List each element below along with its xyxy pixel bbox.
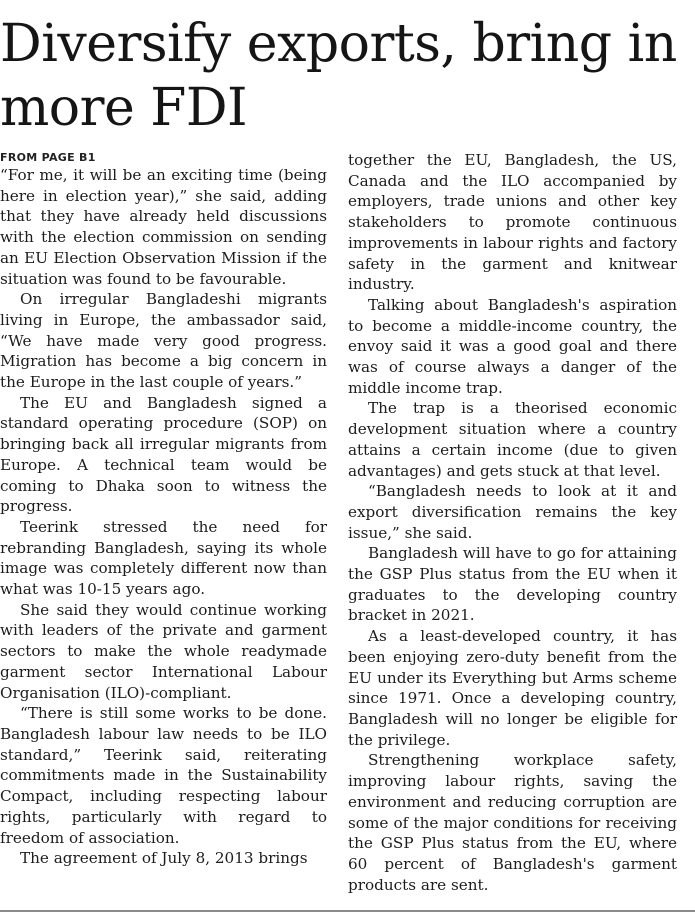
paragraph: As a least-developed country, it has been enjoying zero-duty benefit from the EU under its Everything but Arms scheme since 1971. Once a developing country, Bangladesh will no longer be eligible for the privilege. — [348, 627, 677, 749]
paragraph: The trap is a theorised economic development situation where a country attains a certain income (due to given advantages) and gets stuck at that level. — [348, 399, 677, 480]
paragraph: The agreement of July 8, 2013 brings — [20, 849, 308, 868]
paragraph: She said they would continue working with leaders of the private and garment sectors to make the whole readymade garment sector International Labour Organisation (ILO)-compliant. — [0, 600, 327, 702]
paragraph: The EU and Bangladesh signed a standard operating procedure (SOP) on bringing back all irregular migrants from Europe. A technical team would be coming to Dhaka soon to witness the progress. — [0, 393, 327, 516]
bottom-rule — [0, 910, 695, 912]
headline: Diversify exports, bring in more FDI — [0, 14, 677, 138]
paragraph: “There is still some works to be done. Bangladesh labour law needs to be ILO standard,” Teerink said, reiterating commitments made in the Sustainability Compact, including respecting labour rights, particularly with regard to freedom of association. — [0, 704, 327, 847]
paragraph: “For me, it will be an exciting time (being here in election year),” she said, adding that they have already held discussions with the election commission on sending an EU Election Observation Mission if the situation was found to be favourable. — [0, 166, 327, 288]
paragraph: together the EU, Bangladesh, the US, Canada and the ILO accompanied by employers, trade unions and other key stakeholders to promote continuous improvements in labour rights and factory safety in the garment and knitwear industry. — [348, 151, 677, 294]
paragraph: Talking about Bangladesh's aspiration to become a middle-income country, the envoy said it was a good goal and there was of course always a danger of the middle income trap. — [348, 295, 677, 397]
paragraph: Strengthening workplace safety, improving labour rights, saving the environment and reducing corruption are some of the major conditions for receiving the GSP Plus status from the EU, where 60 percent of Bangladesh's garment products are sent. — [348, 751, 677, 894]
article-column-left — [0, 150, 327, 869]
article-column-right — [348, 150, 677, 895]
continuation-kicker: FROM PAGE B1 — [0, 151, 96, 164]
paragraph: On irregular Bangladeshi migrants living in Europe, the ambassador said, “We have made very good progress. Migration has become a big concern in the Europe in the last couple of years.” — [0, 290, 327, 392]
paragraph: Teerink stressed the need for rebranding Bangladesh, saying its whole image was completely different now than what was 10-15 years ago. — [0, 517, 327, 599]
paragraph: “Bangladesh needs to look at it and export diversification remains the key issue,” she said. — [348, 482, 677, 542]
paragraph: Bangladesh will have to go for attaining the GSP Plus status from the EU when it graduates to the developing country bracket in 2021. — [348, 544, 677, 625]
